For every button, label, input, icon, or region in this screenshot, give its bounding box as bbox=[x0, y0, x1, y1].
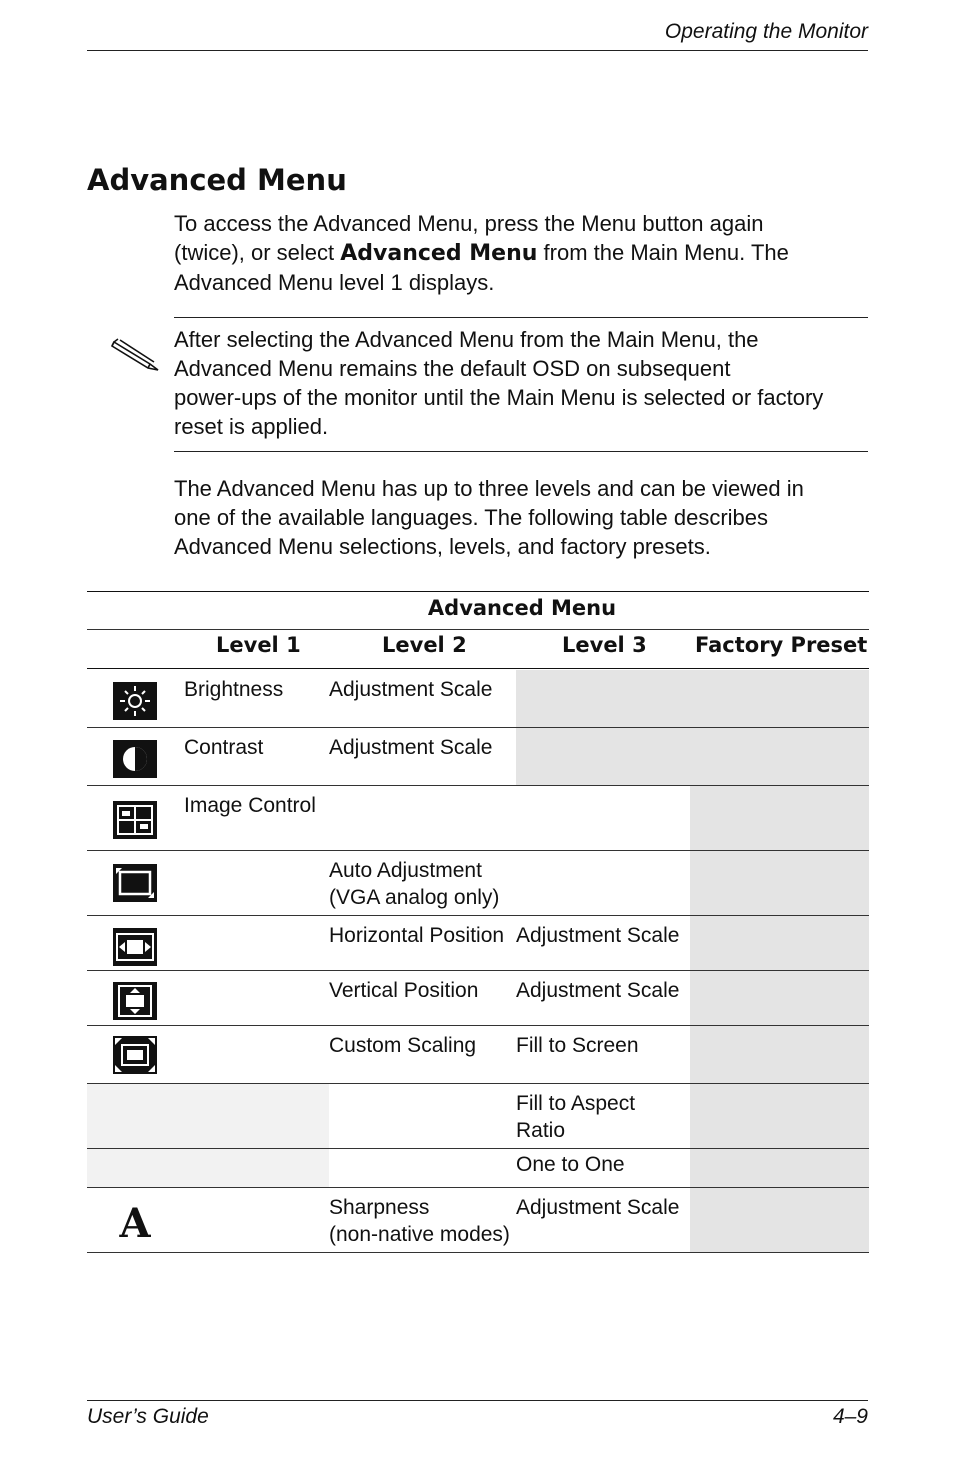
col-header-level2: Level 2 bbox=[382, 633, 467, 657]
level2-line: (non-native modes) bbox=[329, 1223, 510, 1246]
intro-line-2c: from the Main Menu. The bbox=[537, 240, 789, 265]
page-footer bbox=[87, 1400, 868, 1428]
table-row bbox=[87, 1188, 869, 1252]
note-bottom-rule bbox=[174, 451, 868, 452]
body-line: The Advanced Menu has up to three levels and can be viewed in bbox=[174, 476, 804, 501]
level1-cell: Contrast bbox=[184, 736, 264, 759]
footer-title: User’s Guide bbox=[87, 1405, 209, 1428]
col-header-level1: Level 1 bbox=[216, 633, 301, 657]
intro-line-2a: (twice), or select bbox=[174, 240, 341, 265]
level3-cell: One to One bbox=[516, 1153, 625, 1176]
shaded-cell bbox=[690, 1026, 869, 1083]
level2-cell: Custom Scaling bbox=[329, 1034, 477, 1057]
table-top-rule bbox=[87, 591, 869, 592]
level1-cell: Brightness bbox=[184, 678, 284, 701]
pencil-note-icon bbox=[110, 330, 165, 375]
vertical-position-icon bbox=[113, 982, 157, 1020]
custom-scaling-icon bbox=[113, 1036, 157, 1074]
intro-bold-term: Advanced Menu bbox=[340, 241, 538, 266]
note-top-rule bbox=[174, 317, 868, 318]
shaded-cell bbox=[690, 851, 869, 915]
shaded-cell bbox=[690, 1084, 869, 1148]
level3-cell: Adjustment Scale bbox=[516, 924, 680, 947]
horizontal-position-icon bbox=[113, 928, 157, 966]
advanced-menu-table bbox=[87, 591, 869, 1253]
table-row bbox=[87, 728, 869, 785]
shaded-cell bbox=[690, 971, 869, 1025]
table-row bbox=[87, 1084, 869, 1148]
table-row bbox=[87, 916, 869, 970]
level2-line: Sharpness bbox=[329, 1196, 430, 1219]
level2-cell bbox=[329, 857, 499, 911]
body-line: one of the available languages. The following table describes bbox=[174, 505, 768, 530]
note-line: After selecting the Advanced Menu from the Main Menu, the bbox=[174, 327, 759, 352]
table-row bbox=[87, 971, 869, 1025]
shaded-cell bbox=[690, 786, 869, 850]
svg-text:A: A bbox=[119, 1202, 151, 1240]
level2-cell: Horizontal Position bbox=[329, 924, 505, 947]
table-row bbox=[87, 670, 869, 727]
sharpness-icon bbox=[113, 1202, 157, 1240]
level3-cell: Adjustment Scale bbox=[516, 1196, 680, 1219]
note-line: Advanced Menu remains the default OSD on subsequent bbox=[174, 356, 731, 381]
level2-cell bbox=[329, 1194, 510, 1248]
shaded-cell bbox=[87, 1149, 329, 1187]
table-row bbox=[87, 1026, 869, 1083]
level3-line: Fill to Aspect bbox=[516, 1092, 636, 1115]
image-control-icon bbox=[113, 801, 157, 839]
shaded-cell bbox=[87, 1084, 329, 1148]
body-line: Advanced Menu selections, levels, and factory presets. bbox=[174, 534, 711, 559]
shaded-cell bbox=[690, 1188, 869, 1252]
caption-rule bbox=[87, 629, 869, 630]
shaded-cell bbox=[690, 1149, 869, 1187]
running-title: Operating the Monitor bbox=[664, 20, 868, 43]
running-header bbox=[87, 18, 868, 51]
table-bottom-rule bbox=[87, 1252, 869, 1253]
note-line: reset is applied. bbox=[174, 414, 329, 439]
level3-cell: Fill to Screen bbox=[516, 1034, 639, 1057]
note-text bbox=[174, 325, 874, 441]
col-header-level3: Level 3 bbox=[562, 633, 647, 657]
level2-line: (VGA analog only) bbox=[329, 886, 500, 909]
brightness-icon bbox=[113, 682, 157, 720]
table-row bbox=[87, 1149, 869, 1187]
col-header-preset: Factory Preset bbox=[695, 633, 868, 657]
level3-line: Ratio bbox=[516, 1119, 566, 1142]
shaded-cell bbox=[690, 916, 869, 970]
table-row bbox=[87, 851, 869, 915]
table-row bbox=[87, 786, 869, 850]
page-number: 4–9 bbox=[832, 1405, 868, 1428]
level2-cell: Vertical Position bbox=[329, 979, 479, 1002]
level3-cell bbox=[516, 1090, 635, 1144]
note-line: power-ups of the monitor until the Main Menu is selected or factory bbox=[174, 385, 824, 410]
level2-line: Auto Adjustment bbox=[329, 859, 482, 882]
level1-cell: Image Control bbox=[184, 794, 316, 817]
section-title: Advanced Menu bbox=[87, 163, 347, 197]
table-caption: Advanced Menu bbox=[427, 596, 617, 620]
intro-line-1: To access the Advanced Menu, press the Menu button again bbox=[174, 211, 764, 236]
header-rule bbox=[87, 668, 869, 669]
level2-cell: Adjustment Scale bbox=[329, 736, 493, 759]
level2-cell: Adjustment Scale bbox=[329, 678, 493, 701]
level3-cell: Adjustment Scale bbox=[516, 979, 680, 1002]
shaded-cell bbox=[516, 728, 869, 785]
body-paragraph bbox=[174, 474, 874, 561]
intro-line-3: Advanced Menu level 1 displays. bbox=[174, 270, 495, 295]
shaded-cell bbox=[516, 670, 869, 727]
contrast-icon bbox=[113, 740, 157, 778]
intro-paragraph bbox=[174, 209, 874, 297]
auto-adjustment-icon bbox=[113, 864, 157, 902]
